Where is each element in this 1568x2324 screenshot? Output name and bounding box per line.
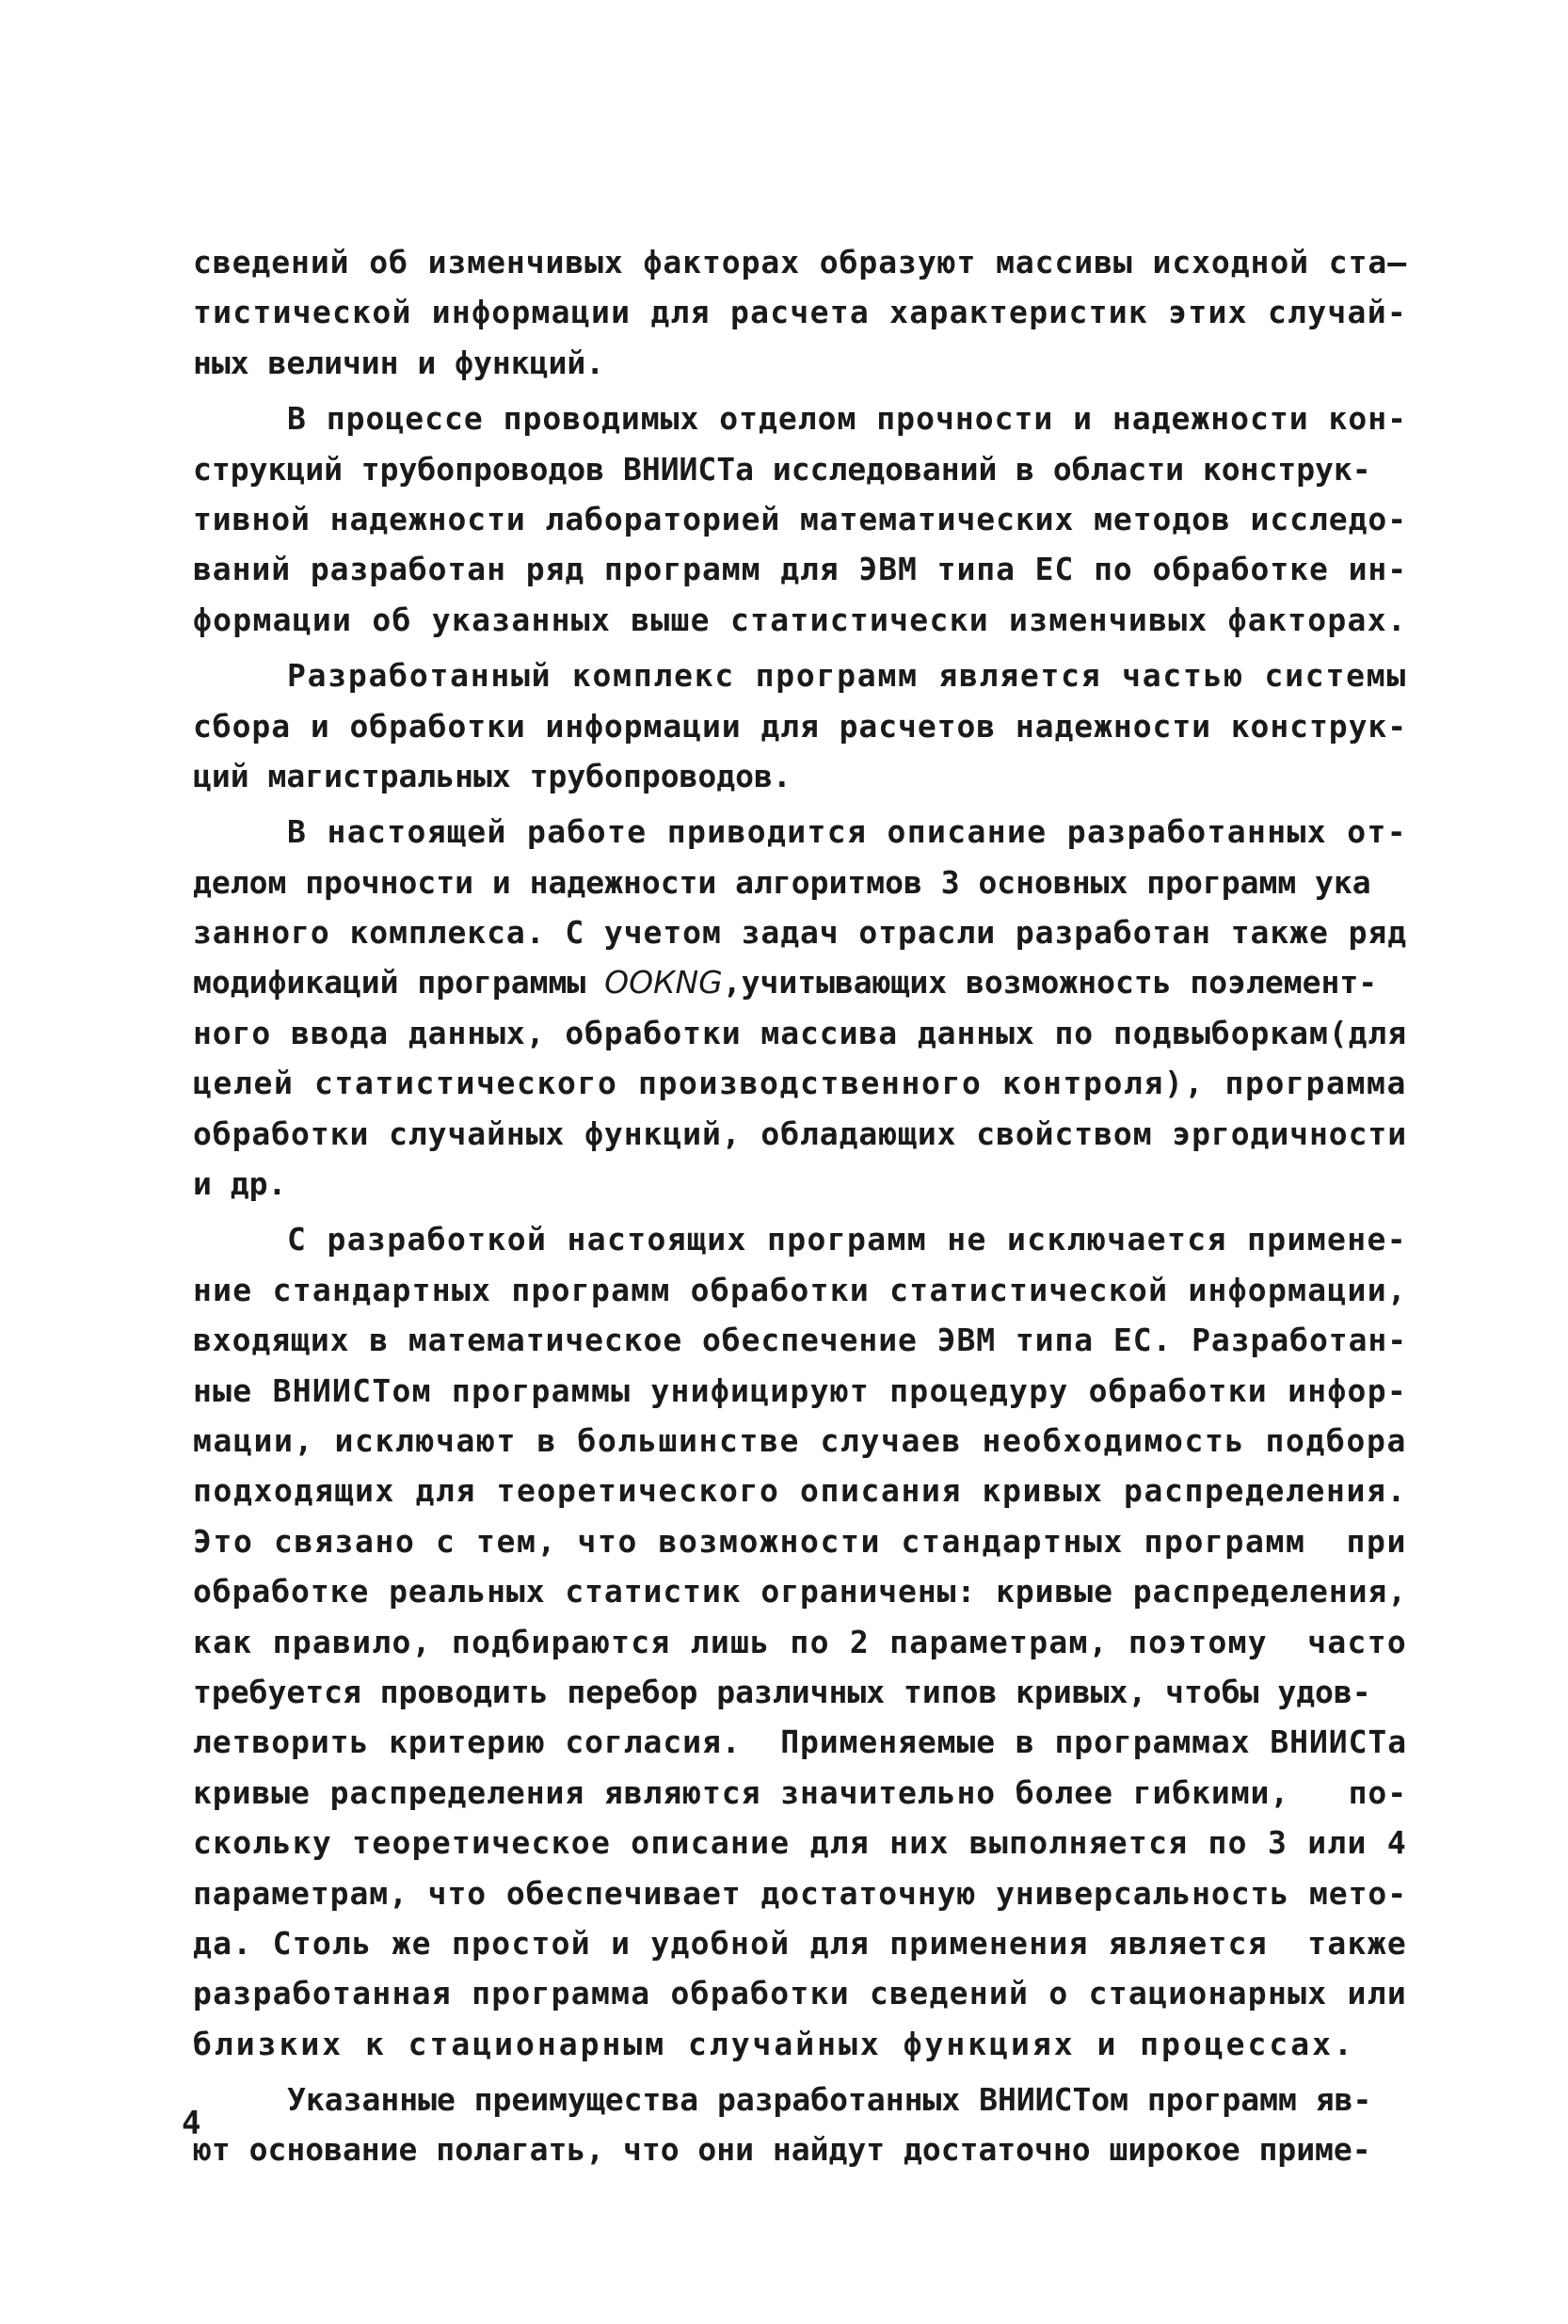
line-text: разработанная программа обработки сведений о стационарных или (193, 1975, 1407, 2012)
line-text: тивной надежности лабораторией математических методов исследо- (193, 500, 1407, 537)
line-text: В процессе проводимых отделом прочности и надежности кон- (287, 400, 1407, 438)
text-line (193, 1265, 1407, 1315)
line-text: да. Столь же простой и удобной для применения является также (193, 1924, 1407, 1962)
text-line (193, 1818, 1407, 1867)
text-line (193, 2124, 1407, 2174)
line-text: как правило, подбираются лишь по 2 параметрам, поэтому часто (193, 1623, 1407, 1660)
text-line (193, 1717, 1407, 1767)
page-number: 4 (182, 2105, 201, 2142)
text-line (193, 338, 1407, 388)
text-line (193, 1516, 1407, 1566)
line-text: близких к стационарным случайных функциях и процессах. (193, 2025, 1355, 2062)
line-text: С разработкой настоящих программ не исключается примене- (287, 1221, 1407, 1258)
line-text: требуется проводить перебор различных типов кривых, чтобы удов- (193, 1673, 1371, 1710)
line-text: обработке реальных статистик ограничены: кривые распределения, (193, 1573, 1407, 1611)
text-line (193, 701, 1407, 751)
line-text: модификаций программы (193, 964, 605, 1002)
line-text: кривые распределения являются значительно более гибкими, по- (193, 1773, 1407, 1811)
text-line (193, 1617, 1407, 1667)
line-text: формации об указанных выше статистически изменчивых факторах. (193, 601, 1407, 638)
line-text: скольку теоретическое описание для них выполняется по 3 или 4 (193, 1824, 1407, 1862)
body-text (193, 237, 1407, 2175)
paragraph-first-line (193, 1214, 1407, 1264)
line-text: занного комплекса. С учетом задач отрасли разработан также ряд (193, 914, 1407, 952)
text-line (193, 287, 1407, 337)
text-line (193, 595, 1407, 645)
text-line (193, 1058, 1407, 1108)
text-line (193, 237, 1407, 287)
text-line (193, 957, 1407, 1007)
line-text: струкций трубопроводов ВНИИСТа исследований в области конструк- (193, 450, 1371, 488)
text-line (193, 1968, 1407, 2018)
text-line (193, 1918, 1407, 1968)
line-text: мации, исключают в большинстве случаев необходимость подбора (193, 1421, 1407, 1459)
text-line (193, 1416, 1407, 1466)
text-line (193, 1566, 1407, 1616)
line-text: Разработанный комплекс программ является частью системы (287, 657, 1407, 695)
line-text: сведений об изменчивых факторах образуют массивы исходной ста— (193, 244, 1407, 280)
handwritten-program-name: ООКNG (604, 964, 723, 1002)
line-text: Указанные преимущества разработанных ВНИИСТом программ яв- (287, 2081, 1372, 2119)
line-text: обработки случайных функций, обладающих свойством эргодичности (193, 1114, 1407, 1152)
line-text: ваний разработан ряд программ для ЭВМ типа ЕС по обработке ин- (193, 551, 1407, 588)
line-text: Это связано с тем, что возможности стандартных программ при (193, 1522, 1407, 1560)
text-line (193, 1768, 1407, 1818)
line-text: целей статистического производственного контроля), программа (193, 1065, 1407, 1102)
line-text: ного ввода данных, обработки массива данных по подвыборкам(для (193, 1014, 1407, 1051)
text-line (193, 2019, 1407, 2069)
paragraph-first-line (193, 650, 1407, 700)
line-text: делом прочности и надежности алгоритмов 3 основных программ ука (193, 863, 1371, 901)
text-line (193, 1109, 1407, 1159)
line-text: параметрам, что обеспечивает достаточную универсальность мето- (193, 1874, 1407, 1912)
text-line (193, 907, 1407, 957)
text-line (193, 857, 1407, 907)
text-line (193, 1466, 1407, 1515)
text-line (193, 544, 1407, 594)
line-text: В настоящей работе приводится описание разработанных от- (287, 813, 1407, 851)
line-text: ные ВНИИСТом программы унифицируют процедуру обработки инфор- (193, 1371, 1407, 1409)
text-line (193, 1315, 1407, 1365)
line-text: и др. (193, 1165, 287, 1203)
line-text-continued: ,учитывающих возможность поэлемент- (722, 964, 1378, 1002)
line-text: входящих в математическое обеспечение ЭВМ типа ЕС. Разработан- (193, 1322, 1407, 1359)
line-text: ных величин и функций. (193, 344, 605, 381)
text-line (193, 1008, 1407, 1058)
line-text: ют основание полагать, что они найдут достаточно широкое приме- (193, 2131, 1371, 2169)
line-text: подходящих для теоретического описания кривых распределения. (193, 1472, 1407, 1510)
line-text: ние стандартных программ обработки статистической информации, (193, 1271, 1407, 1308)
line-text: летворить критерию согласия. Применяемые в программах ВНИИСТа (193, 1723, 1407, 1761)
text-line (193, 1366, 1407, 1416)
text-line (193, 751, 1407, 801)
line-text: тистической информации для расчета характеристик этих случай- (193, 294, 1407, 331)
paragraph-first-line (193, 2075, 1407, 2124)
text-line (193, 1667, 1407, 1717)
paragraph-first-line (193, 807, 1407, 857)
text-line (193, 1868, 1407, 1918)
line-text: сбора и обработки информации для расчетов надежности конструк- (193, 707, 1407, 745)
line-text: ций магистральных трубопроводов. (193, 757, 792, 794)
text-line (193, 444, 1407, 494)
paragraph-first-line (193, 393, 1407, 443)
text-line (193, 494, 1407, 544)
text-line (193, 1159, 1407, 1209)
